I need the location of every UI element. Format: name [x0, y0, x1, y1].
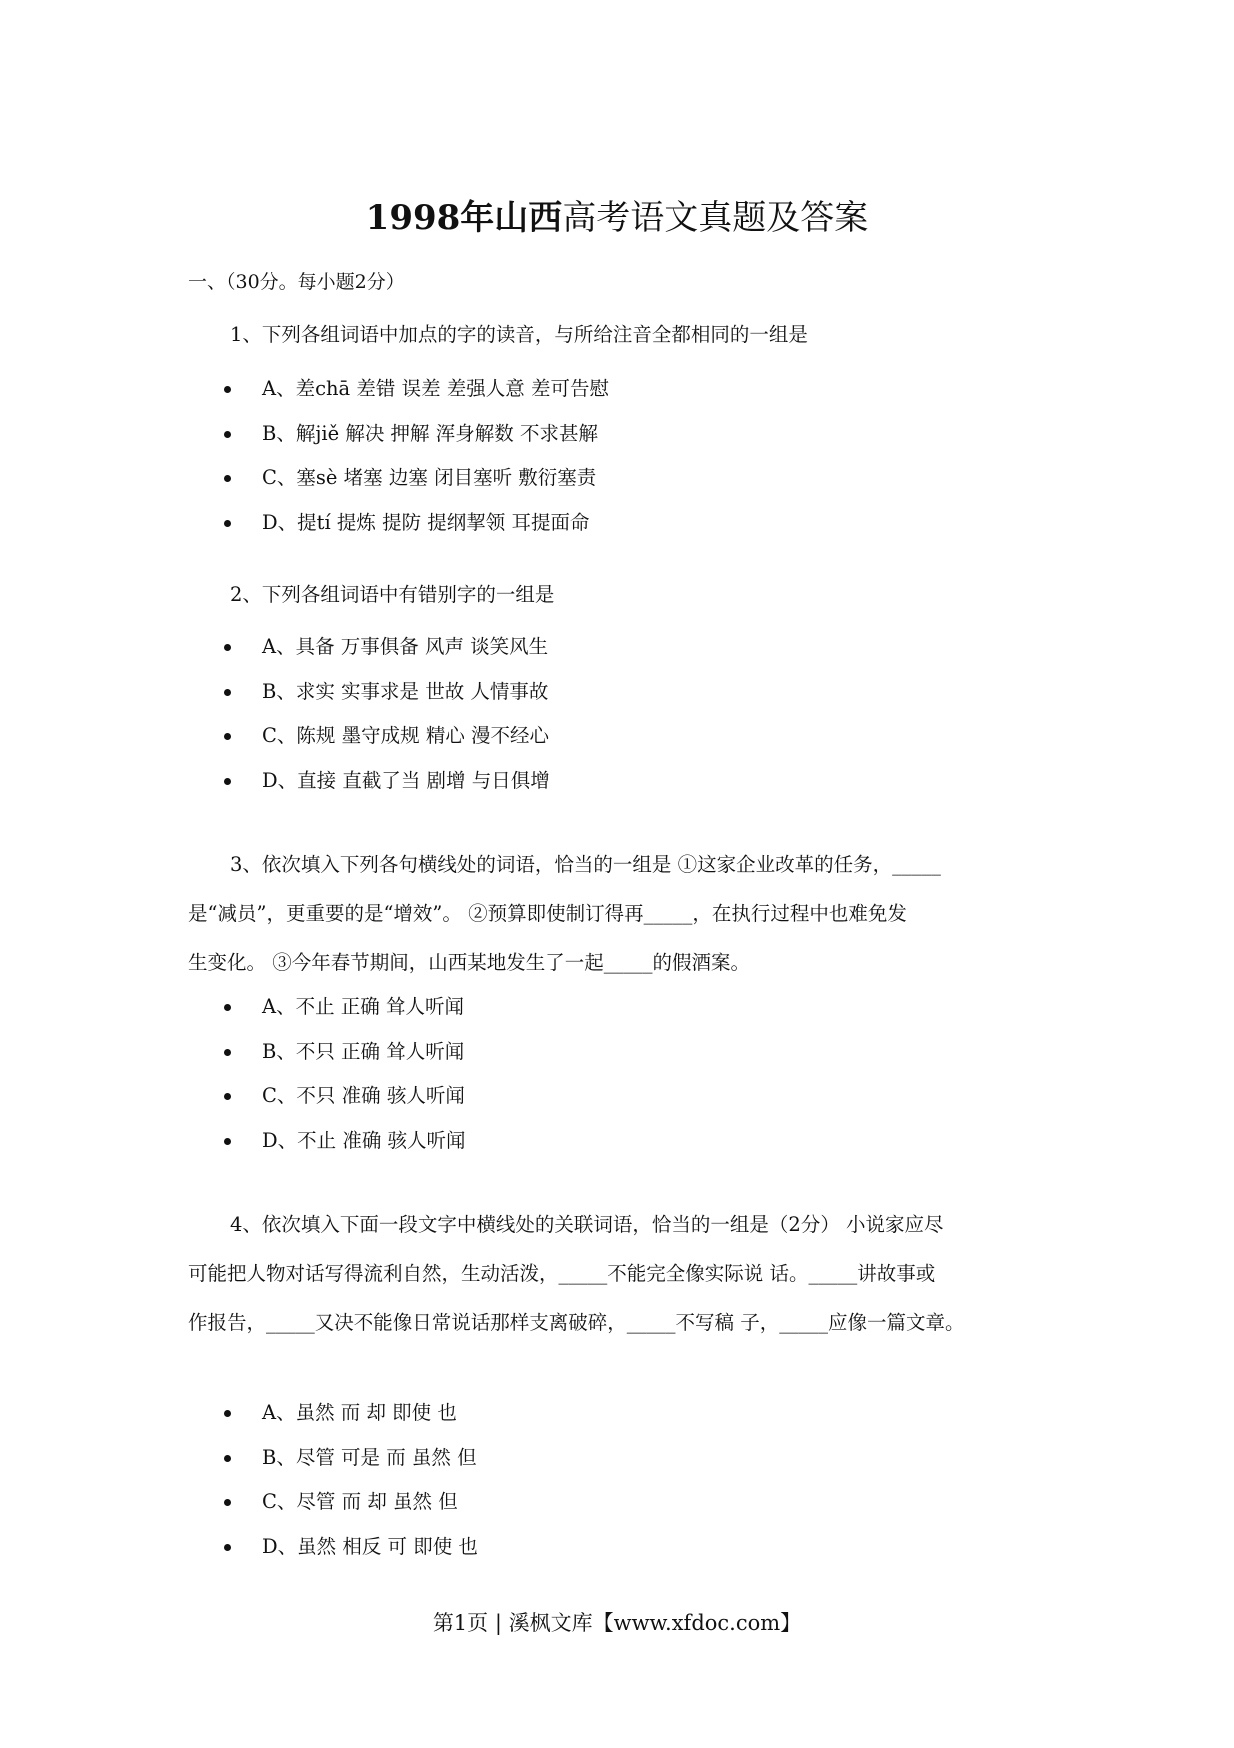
- bullet-icon: [224, 1093, 231, 1100]
- stem-line: 生变化。 ③今年春节期间，山西某地发生了一起_____的假酒案。: [188, 951, 750, 974]
- bullet-icon: [224, 733, 231, 740]
- bullet-icon: [224, 778, 231, 785]
- option-b: [224, 1037, 466, 1082]
- bullet-icon: [224, 1004, 231, 1011]
- page-title: [0, 196, 1234, 240]
- option-b: [224, 1443, 478, 1488]
- bullet-icon: [224, 431, 231, 438]
- option-text: C、陈规 墨守成规 精心 漫不经心: [262, 724, 550, 747]
- stem-line: 作报告，_____又决不能像日常说话那样支离破碎，_____不写稿 子，_____应像一篇文章。: [188, 1311, 965, 1334]
- question-2-options: [224, 632, 550, 810]
- stem-line: 4、依次填入下面一段文字中横线处的关联词语，恰当的一组是（2分） 小说家应尽: [230, 1213, 944, 1236]
- title-bold-part: 1998年山西: [365, 198, 563, 238]
- question-2-stem: 2、下列各组词语中有错别字的一组是: [230, 583, 555, 606]
- option-text: B、不只 正确 耸人听闻: [262, 1039, 465, 1063]
- option-text: A、虽然 而 却 即使 也: [262, 1401, 457, 1424]
- option-b: [224, 419, 609, 464]
- option-text: C、塞sè 堵塞 边塞 闭目塞听 敷衍塞责: [262, 466, 597, 489]
- option-d: [224, 508, 609, 553]
- bullet-icon: [224, 1138, 231, 1145]
- option-text: A、不止 正确 耸人听闻: [262, 995, 464, 1018]
- option-text: C、不只 准确 骇人听闻: [262, 1084, 465, 1107]
- option-text: D、提tí 提炼 提防 提纲挈领 耳提面命: [262, 510, 590, 534]
- bullet-icon: [224, 520, 231, 527]
- option-text: D、不止 准确 骇人听闻: [262, 1128, 466, 1152]
- bullet-icon: [224, 386, 231, 393]
- question-3-options: [224, 992, 466, 1170]
- question-4-options: [224, 1398, 478, 1576]
- option-d: [224, 1532, 478, 1577]
- option-text: B、尽管 可是 而 虽然 但: [262, 1445, 477, 1469]
- bullet-icon: [224, 689, 231, 696]
- bullet-icon: [224, 1499, 231, 1506]
- option-text: C、尽管 而 却 虽然 但: [262, 1490, 458, 1513]
- option-text: D、虽然 相反 可 即使 也: [262, 1534, 478, 1558]
- stem-line: 可能把人物对话写得流利自然，生动活泼，_____不能完全像实际说 话。_____讲故事或: [188, 1262, 936, 1285]
- option-text: D、直接 直截了当 剧增 与日俱增: [262, 768, 550, 792]
- option-text: A、具备 万事俱备 风声 谈笑风生: [262, 635, 549, 658]
- option-c: [224, 463, 609, 508]
- bullet-icon: [224, 1455, 231, 1462]
- bullet-icon: [224, 475, 231, 482]
- option-d: [224, 766, 550, 811]
- bullet-icon: [224, 1410, 231, 1417]
- question-4-stem: [188, 1200, 1088, 1347]
- option-d: [224, 1126, 466, 1171]
- page-footer: 第1页 | 溪枫文库【www.xfdoc.com】: [432, 1611, 802, 1635]
- option-c: [224, 1081, 466, 1126]
- stem-line: 3、依次填入下列各句横线处的词语，恰当的一组是 ①这家企业改革的任务，_____: [230, 853, 941, 876]
- bullet-icon: [224, 1049, 231, 1056]
- option-b: [224, 677, 550, 722]
- option-c: [224, 721, 550, 766]
- bullet-icon: [224, 1544, 231, 1551]
- option-c: [224, 1487, 478, 1532]
- option-a: [224, 992, 466, 1037]
- question-3-stem: [188, 840, 1058, 987]
- stem-line: 是“减员”，更重要的是“增效”。 ②预算即使制订得再_____，在执行过程中也难免发: [188, 902, 907, 925]
- section-heading: 一、（30分。每小题2分）: [188, 271, 405, 293]
- option-a: [224, 374, 609, 419]
- question-1-options: [224, 374, 609, 552]
- option-text: B、求实 实事求是 世故 人情事故: [262, 679, 549, 703]
- option-text: B、解jiě 解决 押解 浑身解数 不求甚解: [262, 421, 598, 445]
- title-rest: 高考语文真题及答案: [562, 198, 869, 238]
- option-a: [224, 632, 550, 677]
- option-a: [224, 1398, 478, 1443]
- bullet-icon: [224, 644, 231, 651]
- option-text: A、差chā 差错 误差 差强人意 差可告慰: [262, 377, 609, 400]
- question-1-stem: 1、下列各组词语中加点的字的读音，与所给注音全都相同的一组是: [230, 323, 808, 346]
